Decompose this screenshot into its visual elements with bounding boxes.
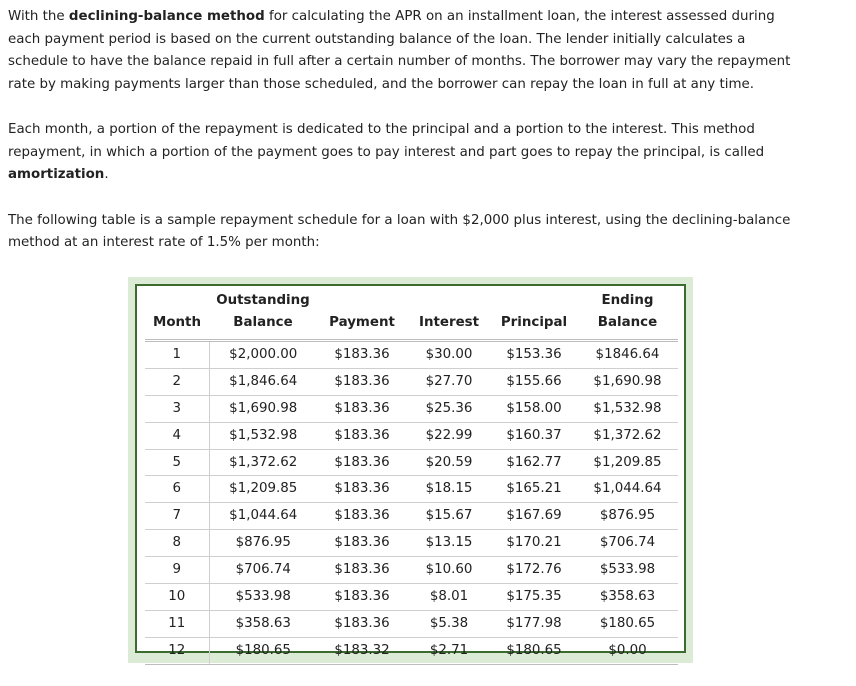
cell-ending: $533.98 xyxy=(577,557,678,584)
cell-payment: $183.36 xyxy=(317,476,407,503)
paragraph-table-intro: The following table is a sample repayment schedule for a loan with $2,000 plus interest, using the declining-balance method at an interest rate of 1.5% per month: xyxy=(8,212,791,250)
cell-interest: $25.36 xyxy=(407,395,491,422)
cell-payment: $183.36 xyxy=(317,503,407,530)
table-row xyxy=(145,395,678,422)
header-principal-label: Principal xyxy=(500,315,568,330)
table-row xyxy=(145,341,678,369)
cell-ending: $876.95 xyxy=(577,503,678,530)
header-ending-line2: Balance xyxy=(597,315,658,330)
cell-interest: $2.71 xyxy=(407,637,491,664)
cell-principal: $165.21 xyxy=(491,476,577,503)
table-row xyxy=(145,422,678,449)
cell-ending: $1846.64 xyxy=(577,341,678,369)
table-row xyxy=(145,584,678,611)
cell-month: 2 xyxy=(145,368,209,395)
cell-interest: $30.00 xyxy=(407,341,491,369)
para2-post: . xyxy=(104,167,109,182)
cell-outstanding: $1,846.64 xyxy=(209,368,317,395)
cell-payment: $183.36 xyxy=(317,341,407,369)
cell-interest: $8.01 xyxy=(407,584,491,611)
header-ending-balance xyxy=(577,290,678,341)
header-outstanding-line2: Balance xyxy=(233,315,293,330)
table-row xyxy=(145,449,678,476)
cell-outstanding: $876.95 xyxy=(209,530,317,557)
table-header-row xyxy=(145,290,678,341)
header-month xyxy=(145,290,209,341)
cell-interest: $22.99 xyxy=(407,422,491,449)
cell-outstanding: $533.98 xyxy=(209,584,317,611)
term-declining-balance-method: declining-balance method xyxy=(68,9,265,24)
cell-principal: $167.69 xyxy=(491,503,577,530)
cell-outstanding: $706.74 xyxy=(209,557,317,584)
header-month-label: Month xyxy=(153,315,201,330)
cell-principal: $162.77 xyxy=(491,449,577,476)
schedule-table-frame xyxy=(135,284,686,658)
cell-interest: $18.15 xyxy=(407,476,491,503)
table-row xyxy=(145,368,678,395)
para1-pre: With the xyxy=(8,9,69,24)
cell-payment: $183.32 xyxy=(317,637,407,664)
cell-payment: $183.36 xyxy=(317,395,407,422)
cell-outstanding: $1,044.64 xyxy=(209,503,317,530)
cell-payment: $183.36 xyxy=(317,422,407,449)
header-interest-label: Interest xyxy=(418,315,480,330)
cell-payment: $183.36 xyxy=(317,557,407,584)
cell-month: 8 xyxy=(145,530,209,557)
cell-principal: $180.65 xyxy=(491,637,577,664)
cell-payment: $183.36 xyxy=(317,449,407,476)
header-interest xyxy=(407,290,491,341)
header-payment-label: Payment xyxy=(329,315,395,330)
cell-principal: $160.37 xyxy=(491,422,577,449)
paragraph-amortization xyxy=(8,119,808,187)
cell-month: 3 xyxy=(145,395,209,422)
header-outstanding-balance xyxy=(209,290,317,341)
cell-principal: $155.66 xyxy=(491,368,577,395)
cell-outstanding: $1,209.85 xyxy=(209,476,317,503)
cell-interest: $15.67 xyxy=(407,503,491,530)
table-row xyxy=(145,476,678,503)
header-principal xyxy=(491,290,577,341)
table-body xyxy=(145,341,678,665)
cell-month: 5 xyxy=(145,449,209,476)
cell-payment: $183.36 xyxy=(317,610,407,637)
cell-ending: $1,372.62 xyxy=(577,422,678,449)
cell-outstanding: $2,000.00 xyxy=(209,341,317,369)
table-row xyxy=(145,557,678,584)
cell-month: 9 xyxy=(145,557,209,584)
term-amortization: amortization xyxy=(8,167,105,182)
cell-interest: $20.59 xyxy=(407,449,491,476)
cell-month: 10 xyxy=(145,584,209,611)
cell-ending: $706.74 xyxy=(577,530,678,557)
cell-principal: $153.36 xyxy=(491,341,577,369)
cell-month: 1 xyxy=(145,341,209,369)
cell-principal: $158.00 xyxy=(491,395,577,422)
cell-outstanding: $1,372.62 xyxy=(209,449,317,476)
table-row xyxy=(145,503,678,530)
table-row xyxy=(145,530,678,557)
cell-ending: $1,690.98 xyxy=(577,368,678,395)
para2-pre: Each month, a portion of the repayment is dedicated to the principal and a portion to the interest. This method repayment, in which a portion of the payment goes to pay interest and part goes to repay the principal, is called xyxy=(8,122,765,160)
cell-payment: $183.36 xyxy=(317,368,407,395)
schedule-table-panel xyxy=(128,277,693,663)
cell-ending: $1,532.98 xyxy=(577,395,678,422)
paragraph-declining-balance xyxy=(8,6,808,96)
cell-principal: $170.21 xyxy=(491,530,577,557)
cell-interest: $27.70 xyxy=(407,368,491,395)
repayment-schedule-table xyxy=(145,290,678,665)
cell-ending: $180.65 xyxy=(577,610,678,637)
cell-payment: $183.36 xyxy=(317,530,407,557)
cell-interest: $10.60 xyxy=(407,557,491,584)
cell-outstanding: $358.63 xyxy=(209,610,317,637)
cell-month: 7 xyxy=(145,503,209,530)
cell-month: 6 xyxy=(145,476,209,503)
cell-month: 4 xyxy=(145,422,209,449)
cell-month: 12 xyxy=(145,637,209,664)
cell-payment: $183.36 xyxy=(317,584,407,611)
cell-ending: $358.63 xyxy=(577,584,678,611)
para1-post: for calculating the APR on an installment loan, the interest assessed during each payment period is based on the current outstanding balance of the loan. The lender initially calculates a schedule to have the balance repaid in full after a certain number of months. The borrower may vary the repayment rate by making payments larger than those scheduled, and the borrower can repay the loan in full at any time. xyxy=(8,9,791,92)
cell-month: 11 xyxy=(145,610,209,637)
cell-interest: $5.38 xyxy=(407,610,491,637)
cell-ending: $0.00 xyxy=(577,637,678,664)
article-content xyxy=(8,6,808,255)
header-payment xyxy=(317,290,407,341)
table-row xyxy=(145,637,678,664)
cell-ending: $1,209.85 xyxy=(577,449,678,476)
cell-ending: $1,044.64 xyxy=(577,476,678,503)
cell-principal: $172.76 xyxy=(491,557,577,584)
header-outstanding-line1: Outstanding xyxy=(216,293,310,308)
header-ending-line1: Ending xyxy=(601,293,654,308)
cell-outstanding: $1,532.98 xyxy=(209,422,317,449)
cell-principal: $175.35 xyxy=(491,584,577,611)
cell-interest: $13.15 xyxy=(407,530,491,557)
cell-outstanding: $180.65 xyxy=(209,637,317,664)
cell-outstanding: $1,690.98 xyxy=(209,395,317,422)
table-row xyxy=(145,610,678,637)
cell-principal: $177.98 xyxy=(491,610,577,637)
